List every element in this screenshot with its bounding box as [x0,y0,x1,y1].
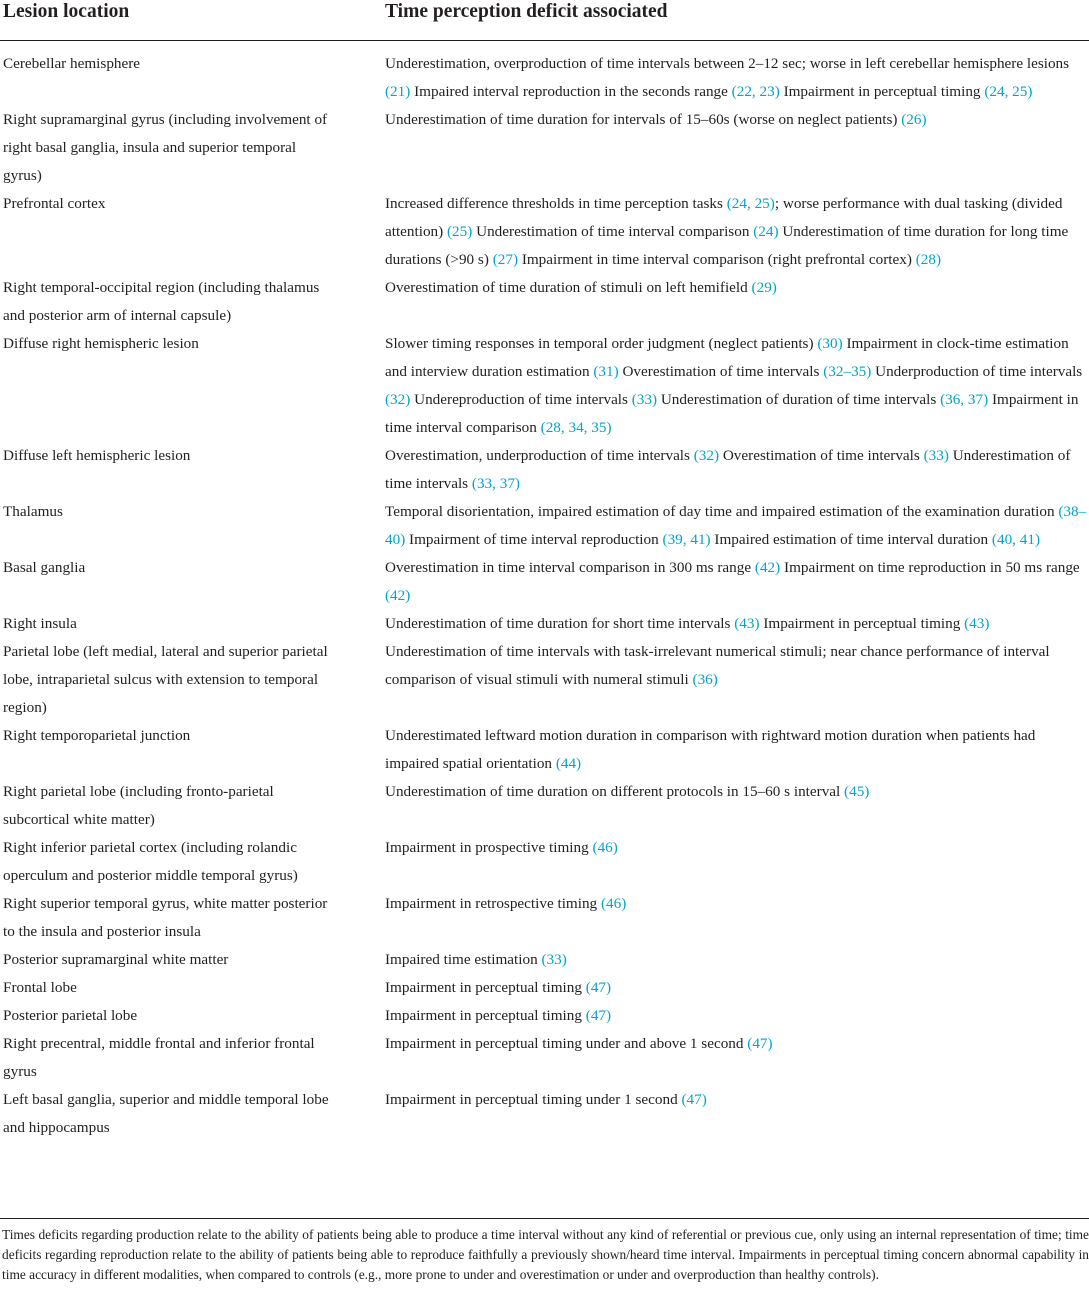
reference-link[interactable]: (33) [923,447,949,464]
reference-link[interactable]: (40, 41) [991,531,1041,548]
reference-link[interactable]: (47) [747,1035,773,1052]
table-row [0,274,1089,330]
deficit-text: Impairment in perceptual timing under and above 1 second [385,1035,748,1052]
deficit-text: Underestimation of duration of time intervals [657,391,941,408]
reference-link[interactable]: (46) [592,839,618,856]
deficit-text: Impairment in perceptual timing [779,83,985,100]
deficit-cell [385,778,1089,834]
deficit-text: Overestimation of time duration of stimuli on left hemifield [385,279,752,296]
deficit-cell [385,638,1089,722]
deficit-text: Impairment on time reproduction in 50 ms range [780,559,1080,576]
reference-link[interactable]: (33) [541,951,567,968]
reference-link[interactable]: (29) [751,279,777,296]
table-row [0,974,1089,1002]
reference-link[interactable]: (47) [681,1091,707,1108]
reference-link[interactable]: (43) [734,615,760,632]
deficit-cell [385,274,1089,330]
reference-link[interactable]: (46) [600,895,627,912]
reference-link[interactable]: (27) [492,251,519,268]
deficit-text: Underestimation of time duration for long time durations (>90 s) [385,223,1069,268]
reference-link[interactable]: (24, 25) [984,83,1033,100]
table-row [0,722,1089,778]
table-row [0,442,1089,498]
header-lesion-location: Lesion location [0,0,385,41]
deficit-text: Underestimation of time duration on different protocols in 15–60 s interval [385,783,845,800]
deficit-text: Underestimation of time interval comparison [472,223,754,240]
table-row [0,41,1089,107]
deficit-text: Increased difference thresholds in time perception tasks [385,195,727,212]
deficit-cell [385,974,1089,1002]
deficit-cell [385,41,1089,107]
table-row [0,1030,1089,1086]
reference-link[interactable]: (32) [693,447,720,464]
deficit-text: Underestimation of time duration for short time intervals [385,615,735,632]
reference-link[interactable]: (42) [385,587,411,604]
reference-link[interactable]: (36) [692,671,718,688]
reference-link[interactable]: (33) [631,391,658,408]
reference-link[interactable]: (24) [753,223,779,240]
deficit-text: Overestimation, underproduction of time intervals [385,447,694,464]
deficit-text: Underestimation of time intervals with task-irrelevant numerical stimuli; near chance performance of interval comparison of visual stimuli with numeral stimuli [385,643,1050,688]
deficit-text: Underestimation of time duration for intervals of 15–60s (worse on neglect patients) [385,111,902,128]
deficit-text: Slower timing responses in temporal order judgment (neglect patients) [385,335,818,352]
deficit-text: Impairment of time interval reproduction [405,531,663,548]
deficit-cell [385,330,1089,442]
deficit-text: Impairment in time interval comparison [385,391,1079,436]
table-row [0,890,1089,946]
lesion-location-cell: Basal ganglia [3,559,86,576]
reference-link[interactable]: (33, 37) [471,475,520,492]
deficit-text: Impairment in perceptual timing [385,979,586,996]
deficit-text: Impairment in perceptual timing [759,615,965,632]
lesion-location-cell: Posterior parietal lobe [3,1007,138,1024]
deficit-text: Impairment in retrospective timing [385,895,601,912]
deficit-text: Underproduction of time intervals [871,363,1083,380]
deficit-text: Impairment in perceptual timing [385,1007,586,1024]
deficit-cell [385,1086,1089,1145]
reference-link[interactable]: (39, 41) [662,531,711,548]
deficit-cell [385,106,1089,190]
lesion-location-cell: Right precentral, middle frontal and inferior frontal gyrus [3,1035,315,1080]
deficit-text: Impairment in time interval comparison (right prefrontal cortex) [518,251,916,268]
reference-link[interactable]: (38–40) [385,503,1087,548]
reference-link[interactable]: (25) [447,223,473,240]
deficit-text: Underestimated leftward motion duration in comparison with rightward motion duration when patients had impaired spatial orientation [385,727,1036,772]
deficit-text: Impaired estimation of time interval duration [710,531,992,548]
table-row [0,1086,1089,1145]
table-row [0,610,1089,638]
reference-link[interactable]: (36, 37) [940,391,989,408]
deficit-text: Impairment in clock-time estimation and interview duration estimation [385,335,1069,380]
deficit-text: Overestimation in time interval comparison in 300 ms range [385,559,755,576]
deficit-cell [385,442,1089,498]
table-row [0,498,1089,554]
deficit-text: Impairment in prospective timing [385,839,593,856]
header-time-perception-deficit: Time perception deficit associated [385,0,1089,41]
deficit-text: Impaired interval reproduction in the seconds range [410,83,732,100]
reference-link[interactable]: (42) [754,559,781,576]
table-header [0,0,1089,41]
lesion-location-cell: Cerebellar hemisphere [3,55,141,72]
lesion-location-cell: Right inferior parietal cortex (including rolandic operculum and posterior middle temporal gyrus) [3,839,298,884]
table-row [0,190,1089,274]
reference-link[interactable]: (47) [585,979,612,996]
reference-link[interactable]: (24, 25) [726,195,775,212]
table-row [0,1002,1089,1030]
deficit-cell [385,946,1089,974]
reference-link[interactable]: (32) [385,391,411,408]
deficit-text: Undereproduction of time intervals [410,391,632,408]
reference-link[interactable]: (28, 34, 35) [540,419,612,436]
reference-link[interactable]: (44) [555,755,582,772]
deficit-text: Overestimation of time intervals [618,363,824,380]
deficit-cell [385,890,1089,946]
table-footnote: Times deficits regarding production relate to the ability of patients being able to produce a time interval without any kind of referential or previous cue, only using an internal representation of time; time deficits regarding reproduction relate to the ability of patients being able to reproduce faithfully a previously shown/heard time interval. Impairments in perceptual timing concern abnormal capability in time accuracy in different modalities, when compared to controls (e.g., more prone to under and overestimation or under and overproduction than healthy controls). [0,1218,1089,1285]
deficit-cell [385,1002,1089,1030]
reference-link[interactable]: (30) [817,335,843,352]
table-row [0,834,1089,890]
lesion-location-cell: Right insula [3,615,77,632]
deficit-text: ; worse performance with dual tasking (divided attention) [385,195,1063,240]
deficit-cell [385,190,1089,274]
table-row [0,638,1089,722]
lesion-location-cell: Right temporoparietal junction [3,727,191,744]
table-row [0,330,1089,442]
reference-link[interactable]: (28) [915,251,942,268]
reference-link[interactable]: (45) [844,783,870,800]
table-row [0,554,1089,610]
deficit-text: Impairment in perceptual timing under 1 second [385,1091,682,1108]
lesion-location-cell: Diffuse left hemispheric lesion [3,447,191,464]
lesion-location-cell: Frontal lobe [3,979,77,996]
lesion-location-cell: Parietal lobe (left medial, lateral and superior parietal lobe, intraparietal sulcus with extension to temporal region) [3,643,328,716]
lesion-location-cell: Right parietal lobe (including fronto-parietal subcortical white matter) [3,783,274,828]
reference-link[interactable]: (22, 23) [731,83,780,100]
deficit-text: Underestimation of time intervals [385,447,1071,492]
reference-link[interactable]: (21) [385,83,411,100]
table-row [0,778,1089,834]
table-row [0,106,1089,190]
deficit-text: Underestimation, overproduction of time intervals between 2–12 sec; worse in left cerebellar hemisphere lesions [385,55,1070,72]
table-row [0,946,1089,974]
lesion-location-cell: Right superior temporal gyrus, white matter posterior to the insula and posterior insula [3,895,328,940]
deficit-cell [385,1030,1089,1086]
deficit-cell [385,834,1089,890]
lesion-location-cell: Diffuse right hemispheric lesion [3,335,199,352]
deficit-text: Impaired time estimation [385,951,542,968]
deficit-cell [385,498,1089,554]
deficit-text: Overestimation of time intervals [719,447,924,464]
reference-link[interactable]: (26) [901,111,927,128]
reference-link[interactable]: (43) [964,615,990,632]
lesion-location-cell: Posterior supramarginal white matter [3,951,229,968]
lesion-location-cell: Right temporal-occipital region (including thalamus and posterior arm of internal capsule) [3,279,320,324]
header-row [0,0,1089,41]
lesion-location-cell: Left basal ganglia, superior and middle temporal lobe and hippocampus [3,1091,329,1136]
lesion-location-cell: Right supramarginal gyrus (including involvement of right basal ganglia, insula and superior temporal gyrus) [3,111,328,184]
reference-link[interactable]: (31) [593,363,619,380]
reference-link[interactable]: (47) [585,1007,612,1024]
deficit-cell [385,554,1089,610]
lesion-location-cell: Prefrontal cortex [3,195,106,212]
reference-link[interactable]: (32–35) [823,363,872,380]
deficit-cell [385,722,1089,778]
deficit-cell [385,610,1089,638]
lesion-location-cell: Thalamus [3,503,63,520]
table-body [0,41,1089,1146]
deficit-text: Temporal disorientation, impaired estimation of day time and impaired estimation of the examination duration [385,503,1059,520]
